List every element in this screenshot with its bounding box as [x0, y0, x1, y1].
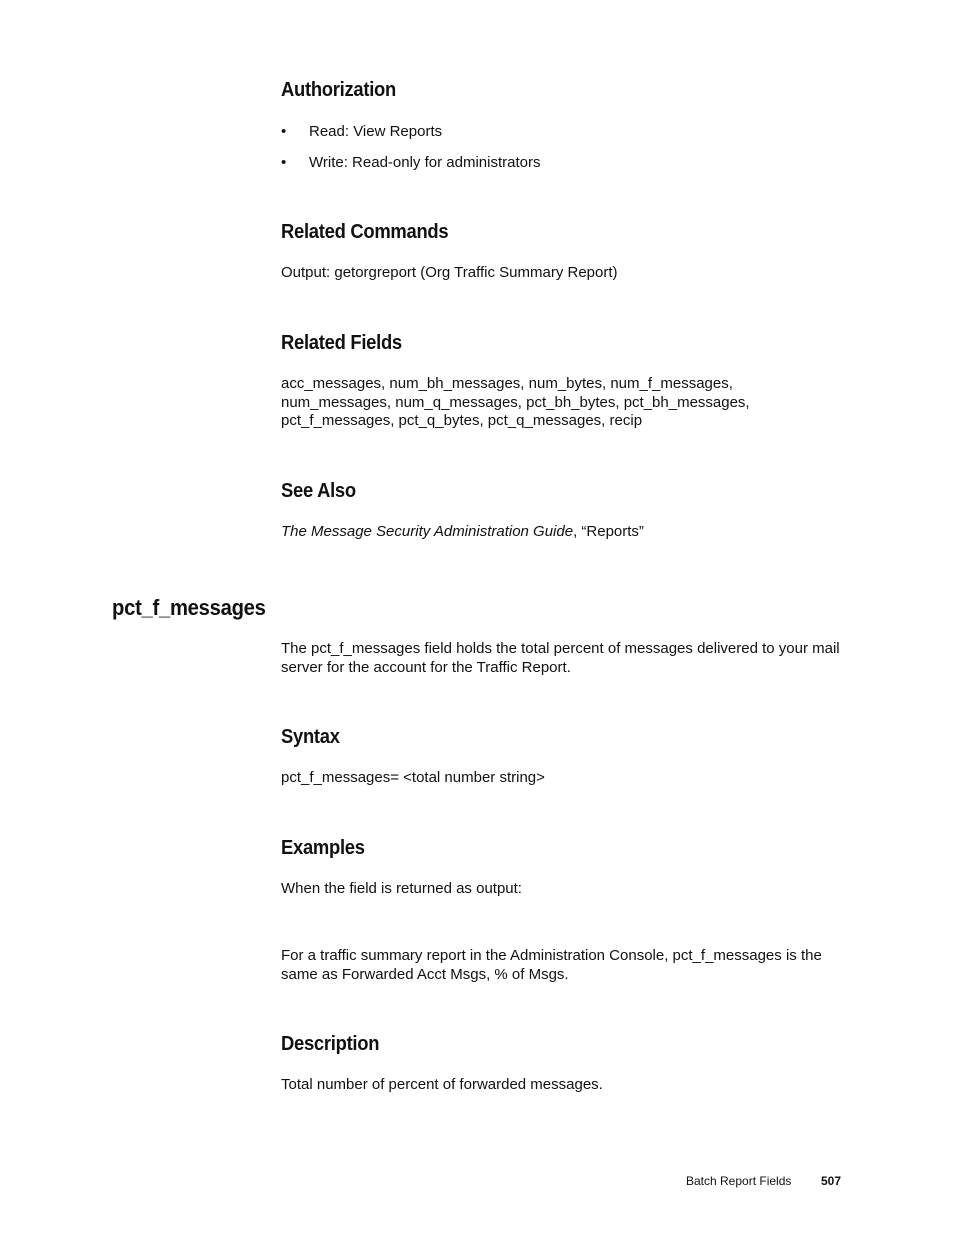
field-intro: The pct_f_messages field holds the total percent of messages delivered to your mail server for the account for the Traffic Report.	[281, 640, 840, 676]
related-commands-text: Output: getorgreport (Org Traffic Summary Report)	[281, 264, 618, 281]
description-text: Total number of percent of forwarded messages.	[281, 1076, 603, 1093]
list-item-text: Write: Read-only for administrators	[309, 154, 541, 171]
see-also-text	[281, 523, 851, 542]
list-item	[281, 123, 540, 154]
bullet-icon: •	[281, 123, 287, 140]
examples-text-1: When the field is returned as output:	[281, 880, 522, 897]
bullet-icon: •	[281, 154, 287, 171]
related-commands-heading: Related Commands	[281, 221, 449, 243]
page-number: 507	[821, 1174, 842, 1188]
authorization-heading: Authorization	[281, 79, 396, 101]
guide-title: The Message Security Administration Guide	[281, 523, 574, 540]
examples-text-2: For a traffic summary report in the Administration Console, pct_f_messages is the same as Forwarded Acct Msgs, % of Msgs.	[281, 947, 822, 983]
list-item-text: Read: View Reports	[309, 123, 443, 140]
syntax-heading: Syntax	[281, 726, 340, 748]
see-also-heading: See Also	[281, 480, 356, 502]
field-title: pct_f_messages	[112, 595, 266, 620]
list-item	[281, 154, 540, 185]
see-also-suffix: , “Reports”	[573, 523, 644, 540]
authorization-list	[281, 123, 540, 185]
syntax-text: pct_f_messages= <total number string>	[281, 769, 545, 786]
description-heading: Description	[281, 1033, 380, 1055]
related-fields-heading: Related Fields	[281, 332, 402, 354]
footer-section-title: Batch Report Fields	[686, 1174, 792, 1188]
related-fields-text: acc_messages, num_bh_messages, num_bytes, num_f_messages, num_messages, num_q_messages, pct_bh_bytes, pct_bh_messages, pct_f_messages, pct_q_bytes, pct_q_messages, recip	[281, 375, 750, 430]
examples-heading: Examples	[281, 837, 365, 859]
